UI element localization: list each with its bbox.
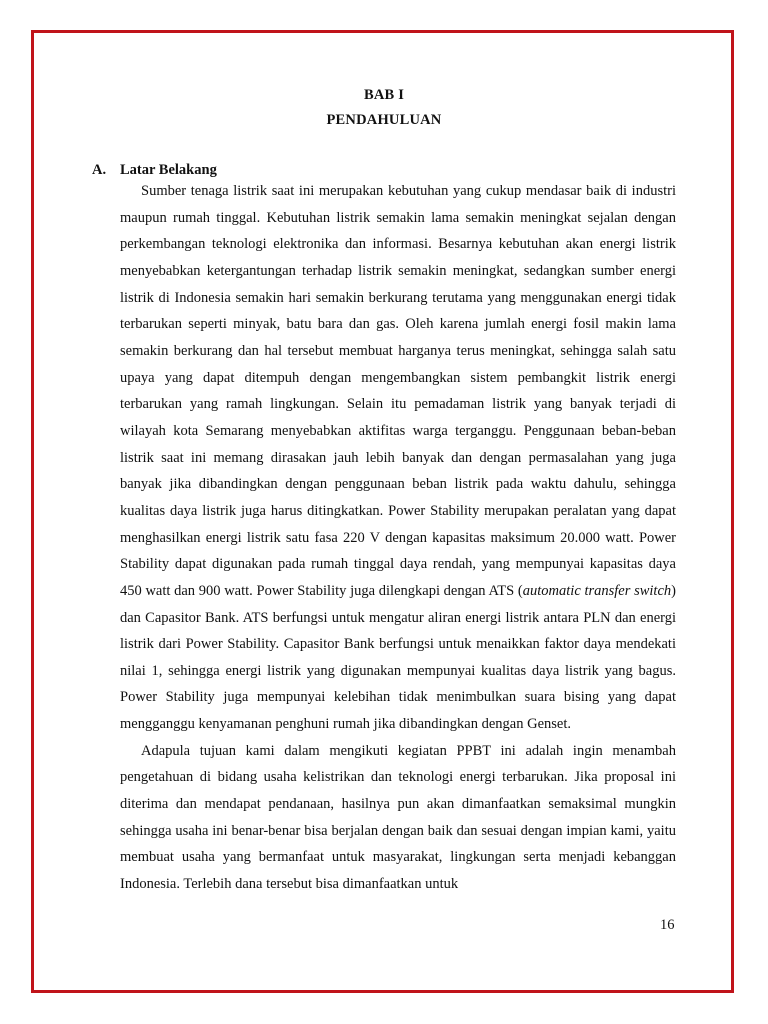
paragraph-1-text: Sumber tenaga listrik saat ini merupakan kebutuhan yang cukup mendasar baik di industri maupun rumah tinggal. Kebutuhan listrik semakin lama semakin meningkat sejalan dengan perkembangan teknologi elektronika dan informasi. Besarnya kebutuhan akan energi listrik menyebabkan ketergantungan terhadap listrik semakin meningkat, sedangkan sumber energi listrik di Indonesia semakin hari semakin berkurang terutama yang menggunakan energi tidak terbarukan seperti minyak, batu bara dan gas. Oleh karena jumlah energi fosil makin lama semakin berkurang dan hal tersebut membuat harganya terus meningkat, sehingga salah satu upaya yang dapat ditempuh dengan mengembangkan sistem pembangkit listrik energi terbarukan yang ramah lingkungan. Selain itu pemadaman listrik yang banyak terjadi di wilayah kota Semarang menyebabkan aktifitas warga terganggu. Penggunaan beban-beban listrik saat ini memang dirasakan jauh lebih banyak dan dengan permasalahan yang juga banyak jika dibandingkan dengan penggunaan beban listrik pada waktu dahulu, sehingga kualitas daya listrik juga harus ditingkatkan. Power Stability merupakan peralatan yang dapat menghasilkan energi listrik satu fasa 220 V dengan kapasitas maksimum 20.000 watt. Power Stability dapat digunakan pada rumah tinggal daya rendah, yang mempunyai kapasitas daya 450 watt dan 900 watt. Power Stability juga dilengkapi dengan ATS (	[120, 183, 676, 599]
body-text	[120, 178, 676, 898]
section-title: Latar Belakang	[120, 162, 217, 178]
section-letter: A.	[92, 162, 107, 178]
paragraph-1-text-continued: ) dan Capasitor Bank. ATS berfungsi untuk mengatur aliran energi listrik antara PLN dan energi listrik dari Power Stability. Capasitor Bank berfungsi untuk menaikkan faktor daya mendekati nilai 1, sehingga energi listrik yang digunakan mempunyai kualitas daya listrik yang bagus. Power Stability juga mempunyai kelebihan tidak menimbulkan suara bising yang dapat mengganggu kenyamanan penghuni rumah jika dibandingkan dengan Genset.	[120, 582, 676, 733]
chapter-heading: BAB I	[363, 87, 405, 103]
paragraph-1-italic-term: automatic transfer switch	[522, 582, 672, 599]
page-number: 16	[660, 917, 675, 933]
paragraph-1	[120, 178, 676, 738]
paragraph-2: Adapula tujuan kami dalam mengikuti kegiatan PPBT ini adalah ingin menambah pengetahuan di bidang usaha kelistrikan dan teknologi energi terbarukan. Jika proposal ini diterima dan mendapat pendanaan, hasilnya pun akan dimanfaatkan semaksimal mungkin sehingga usaha ini benar-benar bisa berjalan dengan baik dan sesuai dengan impian kami, yaitu membuat usaha yang bermanfaat untuk masyarakat, lingkungan serta menjadi kebanggan Indonesia. Terlebih dana tersebut bisa dimanfaatkan untuk	[120, 742, 676, 893]
section-heading	[92, 162, 217, 179]
chapter-title: PENDAHULUAN	[326, 112, 442, 128]
